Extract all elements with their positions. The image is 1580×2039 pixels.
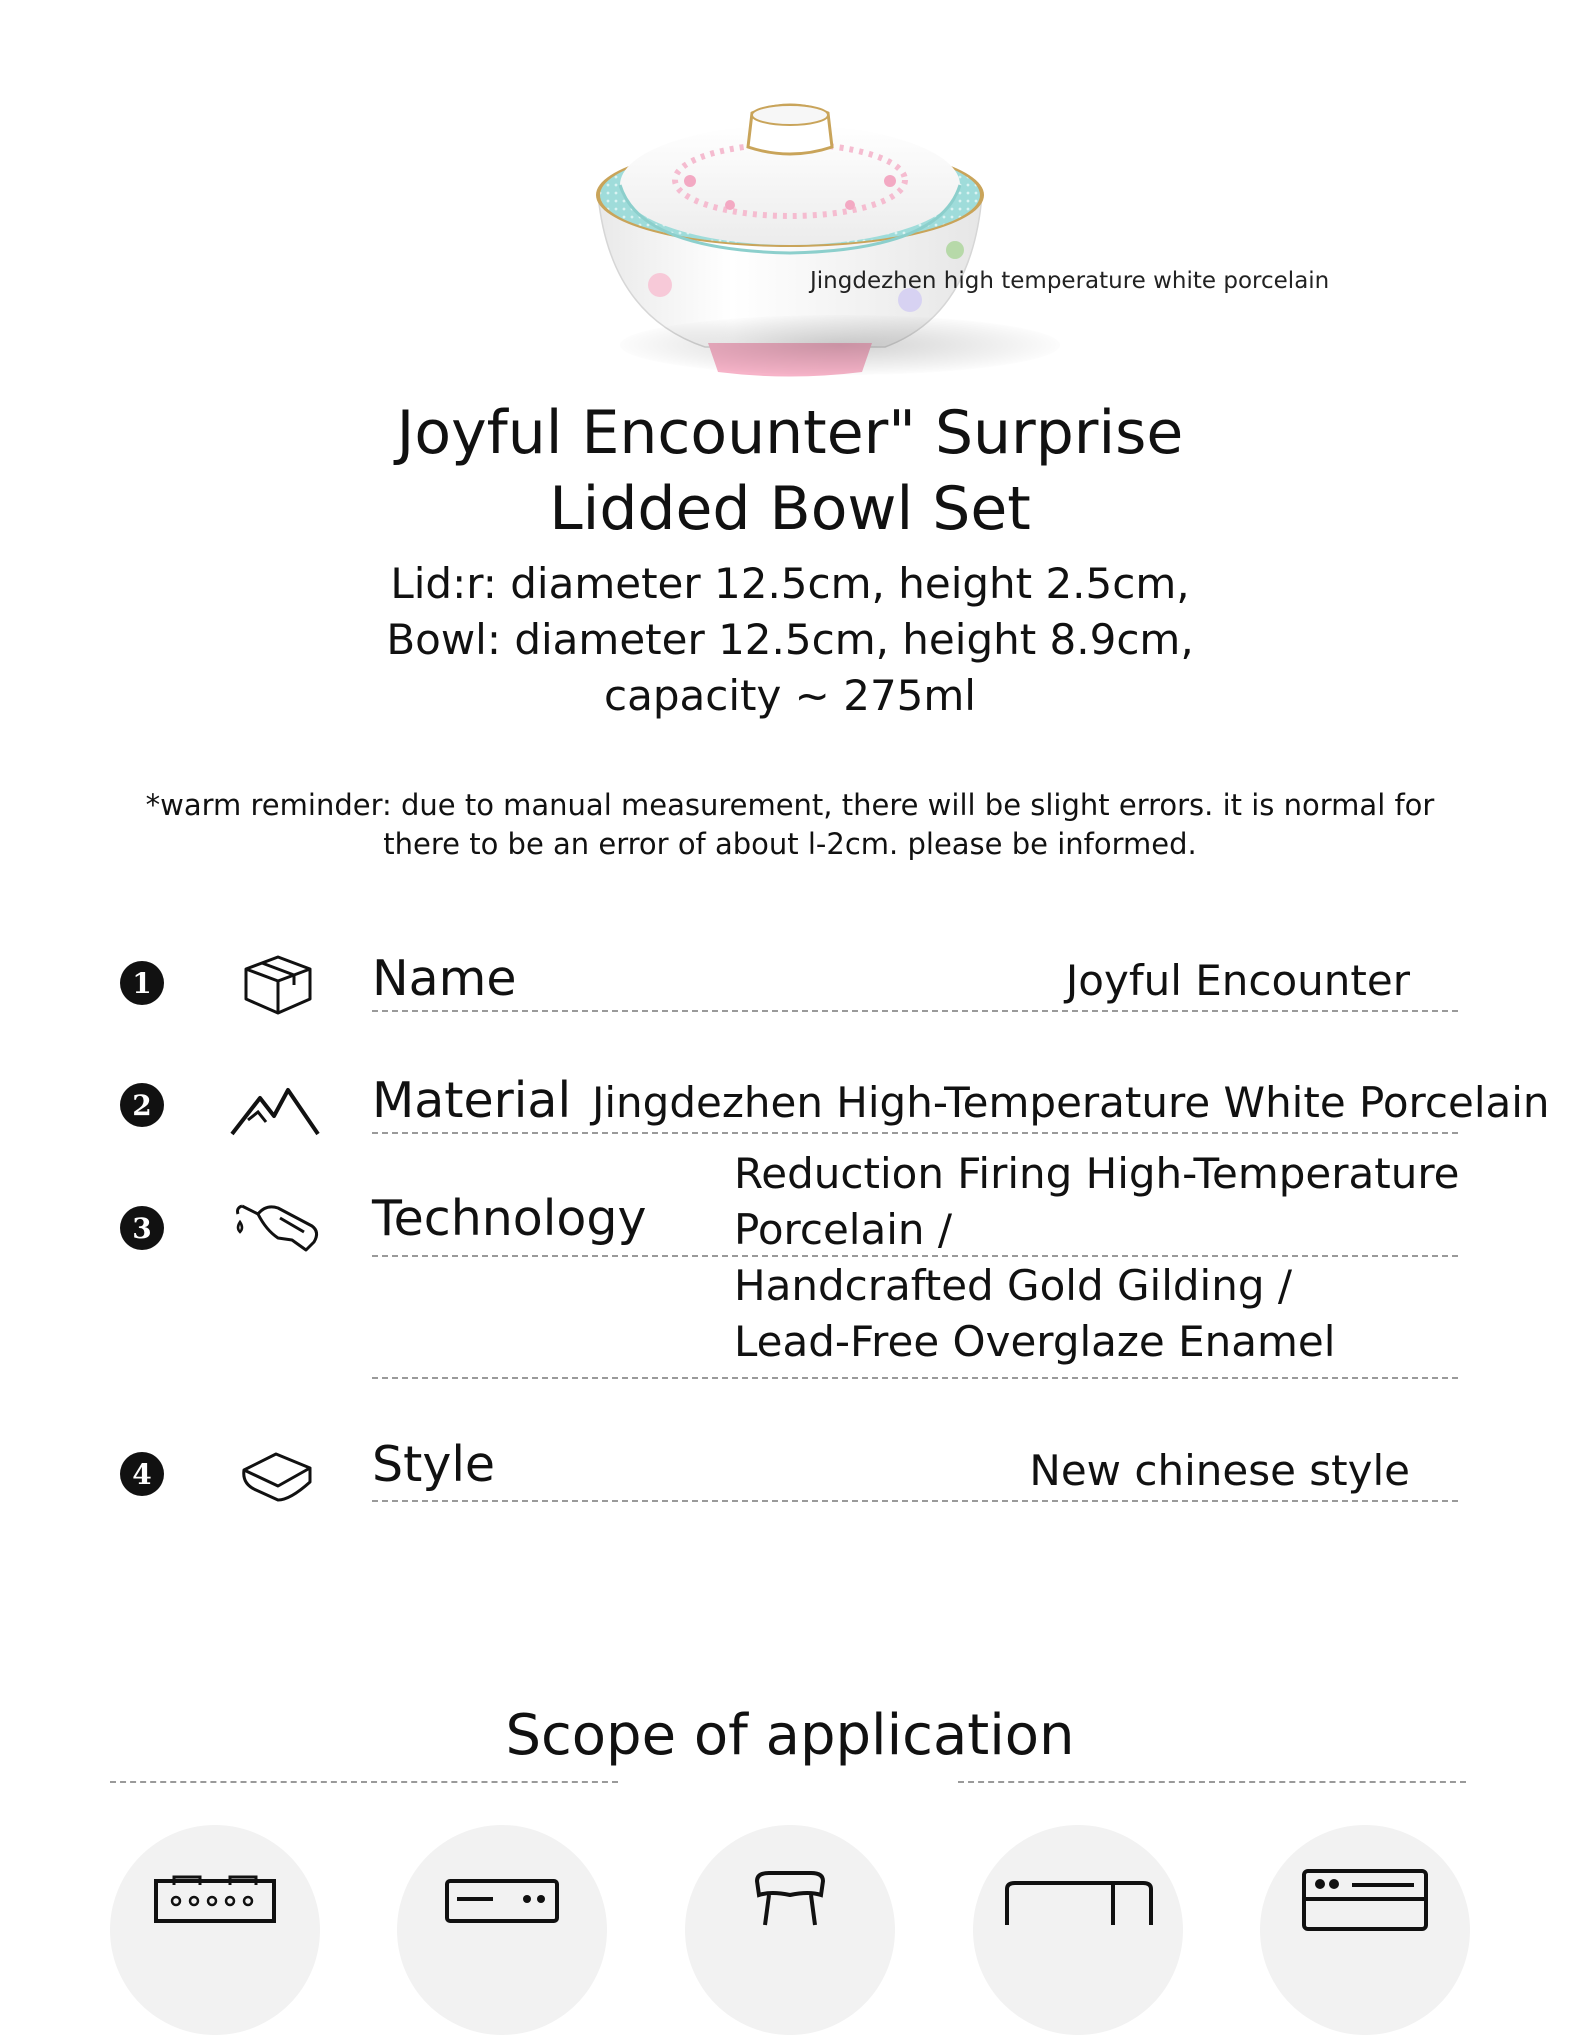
spec-number-1: 1 [120, 961, 164, 1005]
spec-number-3: 3 [120, 1206, 164, 1250]
spec-number-4: 4 [120, 1452, 164, 1496]
spec-label-technology: Technology [372, 1190, 647, 1247]
reminder-line-2: there to be an error of about l-2cm. please be informed. [383, 827, 1197, 861]
technology-line-3: Handcrafted Gold Gilding / [734, 1261, 1292, 1310]
spray-nozzle-icon [232, 1192, 312, 1264]
kettle-icon [685, 1825, 895, 2035]
dims-lid: Lid:r: diameter 12.5cm, height 2.5cm, [390, 559, 1190, 608]
dish-icon [238, 1440, 318, 1512]
spec-label-style: Style [372, 1436, 496, 1493]
divider [372, 1500, 1458, 1502]
scope-title: Scope of application [505, 1703, 1075, 1768]
spec-value-name: Joyful Encounter [1065, 956, 1410, 1005]
product-title [240, 395, 1340, 547]
microwave-icon [973, 1825, 1183, 2035]
scope-divider-right [958, 1781, 1466, 1783]
image-caption: Jingdezhen high temperature white porcelain [810, 268, 1330, 294]
warm-reminder [140, 786, 1440, 864]
technology-line-4: Lead-Free Overglaze Enamel [734, 1317, 1336, 1366]
dishwasher-icon [1260, 1825, 1470, 2035]
reminder-line-1: *warm reminder: due to manual measurement, there will be slight errors. it is normal for [145, 788, 1435, 822]
spec-number-2: 2 [120, 1083, 164, 1127]
scope-divider-left [110, 1781, 618, 1783]
divider [372, 1255, 1458, 1257]
divider [372, 1377, 1458, 1379]
technology-line-2: Porcelain / [734, 1205, 952, 1254]
bowl-shadow [620, 315, 1060, 375]
box-icon [238, 945, 318, 1017]
mountain-icon [230, 1072, 310, 1144]
dims-bowl: Bowl: diameter 12.5cm, height 8.9cm, [386, 615, 1194, 664]
title-line-2: Lidded Bowl Set [549, 474, 1031, 544]
divider [372, 1010, 1458, 1012]
technology-line-1: Reduction Firing High-Temperature [734, 1149, 1460, 1198]
spec-value-material: Jingdezhen High-Temperature White Porcelain [592, 1078, 1550, 1127]
title-line-1: Joyful Encounter" Surprise [396, 398, 1184, 468]
spec-label-material: Material [372, 1072, 572, 1129]
spec-value-technology [734, 1146, 1460, 1370]
stove-icon [110, 1825, 320, 2035]
product-dimensions [240, 556, 1340, 724]
dims-capacity: capacity ~ 275ml [604, 671, 976, 720]
divider [372, 1132, 1458, 1134]
spec-label-name: Name [372, 950, 517, 1007]
oven-icon [397, 1825, 607, 2035]
spec-value-style: New chinese style [1029, 1446, 1410, 1495]
product-image [580, 85, 1000, 385]
